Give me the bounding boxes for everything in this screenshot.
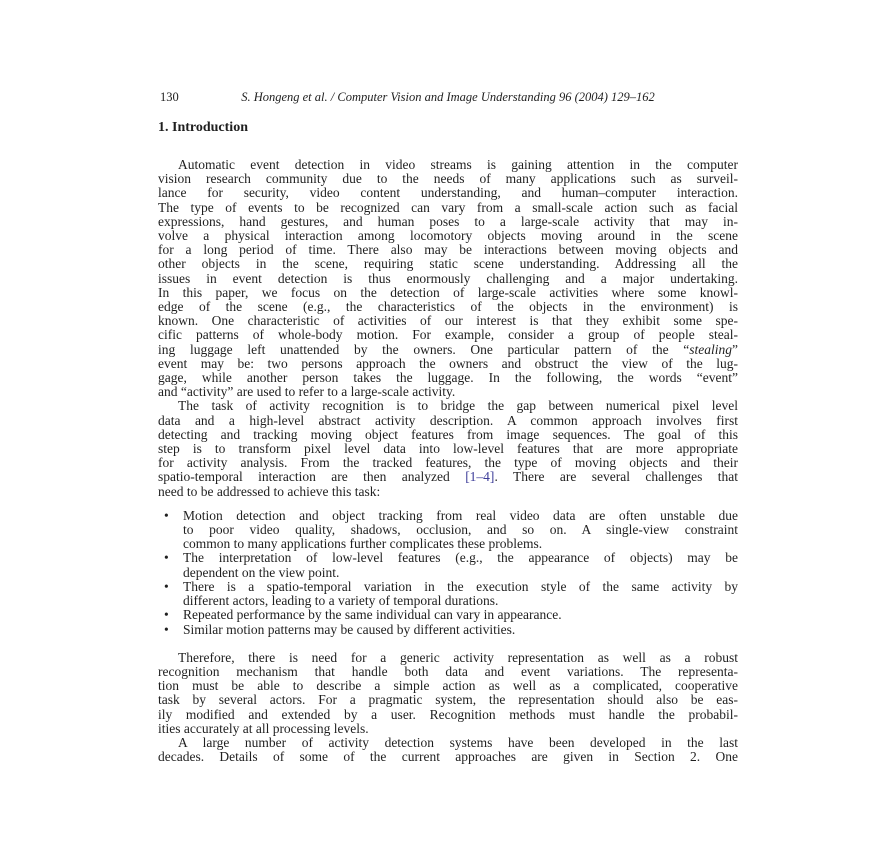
text-line: cific patterns of whole-body motion. For example, consider a group of people steal-: [158, 327, 738, 343]
text-line: for activity analysis. From the tracked features, the type of moving objects and their: [158, 455, 738, 471]
section-heading: 1. Introduction: [158, 120, 248, 135]
text-line: and “activity” are used to refer to a large-scale activity.: [158, 384, 456, 400]
text-line: spatio-temporal interaction are then analyzed [1–4]. There are several challenges that: [158, 469, 739, 485]
running-title: S. Hongeng et al. / Computer Vision and Image Understanding 96 (2004) 129–162: [241, 90, 655, 104]
paragraph: [158, 651, 738, 736]
paragraph: [158, 399, 738, 498]
text-line: known. One characteristic of activities of our interest is that they exhibit some spe-: [158, 313, 738, 329]
text-line: ing luggage left unattended by the owners. One particular pattern of the “stealing”: [158, 341, 738, 357]
text-line: decades. Details of some of the current approaches are given in Section 2. One: [158, 749, 738, 765]
text-line: Motion detection and object tracking from real video data are often unstable due: [183, 507, 738, 523]
text-line: The task of activity recognition is to bridge the gap between numerical pixel level: [178, 398, 738, 414]
text-line: for a long period of time. There also may be interactions between moving objects and: [158, 242, 738, 258]
text-line: volve a physical interaction among locomotory objects moving around in the scene: [158, 228, 738, 244]
text-line: In this paper, we focus on the detection of large-scale activities where some knowl-: [158, 284, 738, 300]
text-line: The interpretation of low-level features (e.g., the appearance of objects) may be: [183, 550, 738, 566]
text-line: to poor video quality, shadows, occlusion, and so on. A single-view constraint: [183, 522, 738, 538]
text-line: A large number of activity detection systems have been developed in the last: [178, 734, 738, 750]
text-line: recognition mechanism that handle both data and event variations. The representa-: [158, 663, 738, 679]
text-line: detecting and tracking moving object features from image sequences. The goal of this: [158, 426, 738, 442]
bullet-icon: •: [164, 507, 169, 523]
text-line: Automatic event detection in video streams is gaining attention in the computer: [178, 157, 738, 172]
bullet-list-item: [158, 623, 738, 637]
text-line: expressions, hand gestures, and human poses to a large-scale activity that may in-: [158, 213, 738, 229]
text-line: tion must be able to describe a simple action as well as a complicated, cooperative: [158, 678, 738, 694]
text-line: ily modified and extended by a user. Recognition methods must handle the probabil-: [158, 706, 738, 722]
bullet-icon: •: [164, 578, 169, 594]
bullet-list: [158, 509, 738, 637]
bullet-icon: •: [164, 621, 169, 637]
italic-term: stealing: [689, 341, 732, 357]
text-line: task by several actors. For a pragmatic system, the representation should also be eas-: [158, 692, 738, 708]
text-line: The type of events to be recognized can vary from a small-scale action such as facial: [158, 199, 738, 215]
bullet-list-item: [158, 509, 738, 552]
text-line: ities accurately at all processing levels.: [158, 720, 369, 736]
text-line: different actors, leading to a variety of temporal durations.: [183, 593, 499, 609]
page-column: [158, 90, 738, 764]
text-line: data and a high-level abstract activity description. A common approach involves first: [158, 412, 738, 428]
text-line: step is to transform pixel level data into low-level features that are more appropriate: [158, 441, 738, 457]
text-line: common to many applications further complicates these problems.: [183, 536, 543, 552]
text-line: issues in event detection is thus enormously challenging and a major undertaking.: [158, 270, 738, 286]
text-line: dependent on the view point.: [183, 564, 340, 580]
text-line: lance for security, video content understanding, and human–computer interaction.: [158, 185, 738, 201]
text-line: Therefore, there is need for a generic activity representation as well as a robust: [178, 649, 738, 665]
text-line: event may be: two persons approach the owners and obstruct the view of the lug-: [158, 355, 738, 371]
bullet-list-item: [158, 608, 738, 622]
page-number: 130: [160, 90, 179, 104]
article-body: [158, 158, 738, 764]
running-header: [158, 90, 738, 104]
text-line: Repeated performance by the same individual can vary in appearance.: [183, 607, 562, 623]
text-line: There is a spatio-temporal variation in the execution style of the same activity by: [183, 578, 738, 594]
text-line: gage, while another person takes the luggage. In the following, the words “event”: [158, 370, 738, 386]
text-line: other objects in the scene, requiring static scene understanding. Addressing all the: [158, 256, 738, 272]
bullet-list-item: [158, 551, 738, 579]
citation-link[interactable]: [1–4]: [465, 469, 495, 485]
text-line: need to be addressed to achieve this task:: [158, 483, 381, 499]
text-line: Similar motion patterns may be caused by different activities.: [183, 621, 516, 637]
paragraph: [158, 736, 738, 764]
paragraph: [158, 158, 738, 399]
text-line: vision research community due to the needs of many applications such as surveil-: [158, 171, 738, 187]
bullet-icon: •: [164, 550, 169, 566]
bullet-icon: •: [164, 607, 169, 623]
bullet-list-item: [158, 580, 738, 608]
text-line: edge of the scene (e.g., the characteristics of the objects in the environment) is: [158, 299, 738, 315]
